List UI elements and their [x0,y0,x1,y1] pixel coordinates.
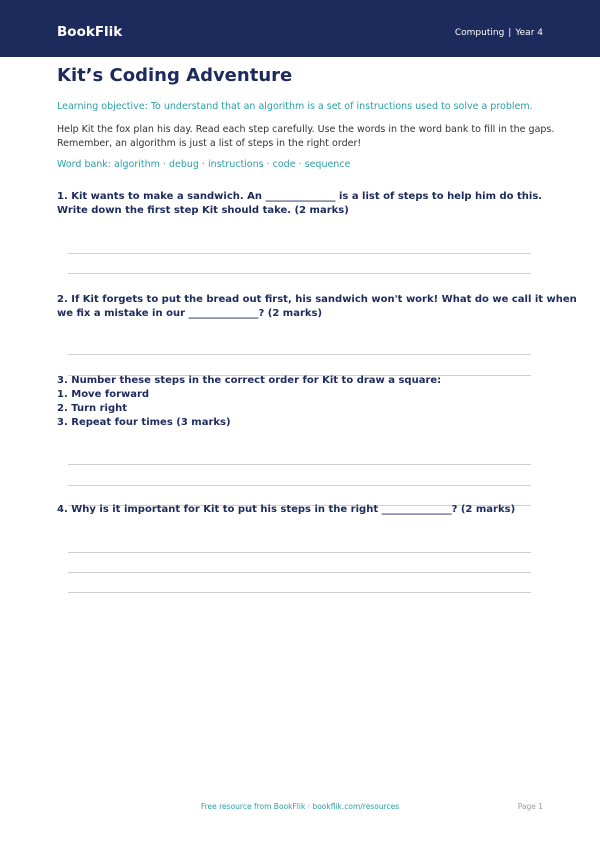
question-text: 1. Kit wants to make a sandwich. An ______________ is a list of steps to help him do this. [57,191,543,202]
question-text: 4. Why is it important for Kit to put his steps in the right ______________? (2 marks) [57,504,516,515]
word-bank: Word bank: algorithm · debug · instructions · code · sequence [57,159,351,170]
question-text: Write down the first step Kit should take. (2 marks) [57,205,349,216]
intro-text [57,123,555,151]
page-title: Kit’s Coding Adventure [57,65,293,86]
answer-line[interactable] [68,572,531,573]
header-bar [0,0,600,57]
brand-logo: BookFlik [57,24,123,40]
year-label: Year 4 [515,28,543,38]
footer-credit: Free resource from BookFlik · bookflik.com/resources [200,802,400,811]
question-step: 1. Move forward [57,389,150,400]
header-meta [455,27,543,39]
question-1 [57,190,547,218]
question-2 [57,293,577,321]
question-text: 3. Number these steps in the correct order for Kit to draw a square: [57,375,442,386]
answer-line[interactable] [68,273,531,274]
subject-label: Computing [454,28,505,38]
answer-line[interactable] [68,485,531,486]
question-step: 2. Turn right [57,403,128,414]
learning-objective: Learning objective: To understand that an algorithm is a set of instructions used to solve a problem. [57,101,533,112]
header-separator: | [508,28,512,38]
question-step: 3. Repeat four times (3 marks) [57,417,231,428]
intro-line: Remember, an algorithm is just a list of steps in the right order! [57,138,362,149]
question-text: 2. If Kit forgets to put the bread out first, his sandwich won't work! What do we call it when [57,294,577,305]
answer-line[interactable] [68,354,531,355]
question-text: we fix a mistake in our ______________? (2 marks) [57,308,323,319]
answer-line[interactable] [68,253,531,254]
intro-line: Help Kit the fox plan his day. Read each step carefully. Use the words in the word bank to fill in the gaps. [57,124,555,135]
page-number: Page 1 [517,802,543,811]
answer-line[interactable] [68,552,531,553]
question-3 [57,374,547,430]
answer-line[interactable] [68,464,531,465]
question-4 [57,503,547,517]
answer-line[interactable] [68,592,531,593]
